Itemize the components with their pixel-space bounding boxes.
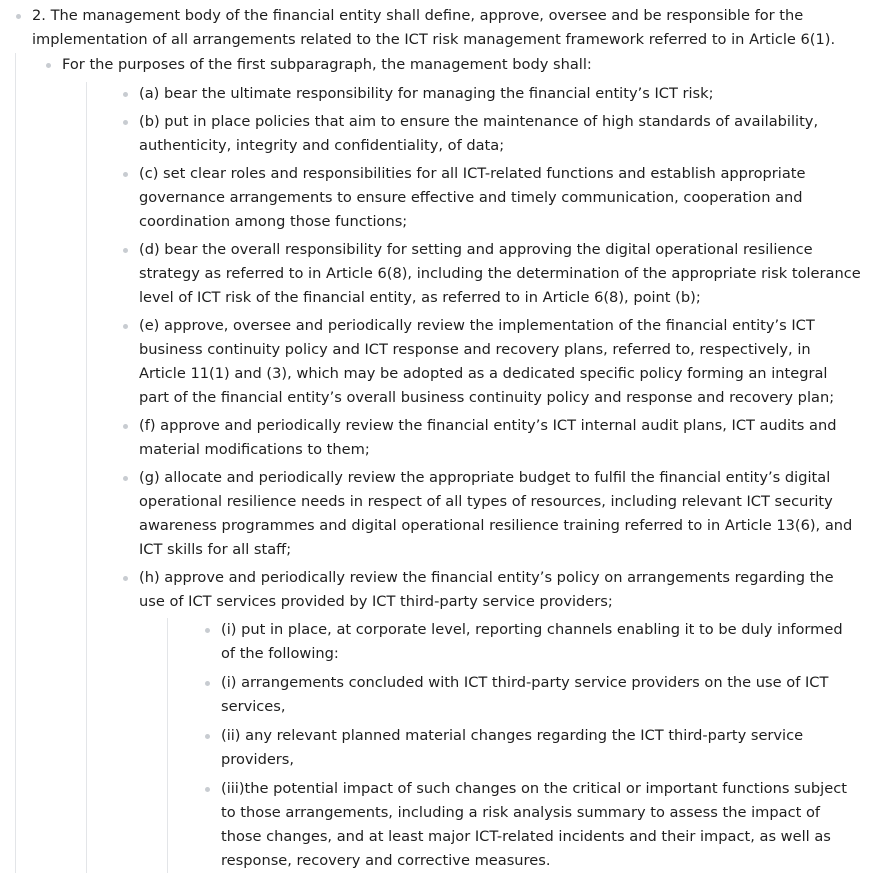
roman-iii: (iii)the potential impact of such changes on the critical or important functions subject to those arrangements, including a risk analysis summary to assess the impact of those changes, and at least major ICT-related incidents and their impact, as well as response, recovery and corrective measures. [221, 780, 847, 869]
list-item [16, 53, 890, 873]
bullet-icon [123, 120, 128, 125]
bullet-icon [205, 628, 210, 633]
list-item [87, 82, 876, 106]
paragraph-2-text: 2. The management body of the financial entity shall define, approve, oversee and be responsible for the implementation of all arrangements related to the ICT risk management framework referred to in Article 6(1). [32, 7, 836, 48]
subpoints-list [167, 618, 862, 873]
point-e: (e) approve, oversee and periodically review the implementation of the financial entity’s ICT business continuity policy and ICT response and recovery plans, referred to, respectively, in Article 11(1) and (3), which may be adopted as a dedicated specific policy forming an integral part of the financial entity’s overall business continuity policy and response and recovery plan; [139, 317, 835, 406]
point-i: (i) put in place, at corporate level, reporting channels enabling it to be duly informed of the following: [221, 621, 843, 662]
point-f: (f) approve and periodically review the financial entity’s ICT internal audit plans, ICT audits and material modifications to them; [139, 417, 837, 458]
list-item [0, 4, 890, 52]
subparagraph-text: For the purposes of the first subparagraph, the management body shall: [62, 56, 592, 73]
point-h: (h) approve and periodically review the financial entity’s policy on arrangements regarding the use of ICT services provided by ICT third-party service providers; [139, 569, 834, 610]
bullet-icon [16, 14, 21, 19]
bullet-icon [123, 424, 128, 429]
point-d: (d) bear the overall responsibility for setting and approving the digital operational resilience strategy as referred to in Article 6(8), including the determination of the appropriate risk tolerance level of ICT risk of the financial entity, as referred to in Article 6(8), point (b); [139, 241, 861, 306]
list-item [168, 618, 862, 666]
list-item [87, 414, 876, 462]
subparagraph-list [15, 53, 890, 873]
list-item [87, 314, 876, 410]
bullet-icon [123, 92, 128, 97]
list-item [87, 566, 876, 873]
bullet-icon [205, 681, 210, 686]
list-item [87, 238, 876, 310]
list-item [87, 466, 876, 562]
bullet-icon [123, 576, 128, 581]
list-item [168, 724, 862, 772]
list-item [87, 110, 876, 158]
list-item [168, 777, 862, 873]
list-item [168, 671, 862, 719]
paragraph-list [0, 4, 890, 52]
points-list [86, 82, 876, 873]
bullet-icon [123, 248, 128, 253]
point-b: (b) put in place policies that aim to ensure the maintenance of high standards of availability, authenticity, integrity and confidentiality, of data; [139, 113, 819, 154]
bullet-icon [205, 787, 210, 792]
bullet-icon [123, 476, 128, 481]
bullet-icon [46, 63, 51, 68]
point-g: (g) allocate and periodically review the appropriate budget to fulfil the financial entity’s digital operational resilience needs in respect of all types of resources, including relevant ICT security awareness programmes and digital operational resilience training referred to in Article 13(6), and ICT skills for all staff; [139, 469, 853, 558]
list-item [87, 162, 876, 234]
bullet-icon [205, 734, 210, 739]
bullet-icon [123, 172, 128, 177]
point-c: (c) set clear roles and responsibilities for all ICT-related functions and establish appropriate governance arrangements to ensure effective and timely communication, cooperation and coordination among those functions; [139, 165, 806, 230]
roman-ii: (ii) any relevant planned material changes regarding the ICT third-party service providers, [221, 727, 804, 768]
bullet-icon [123, 324, 128, 329]
roman-i: (i) arrangements concluded with ICT third-party service providers on the use of ICT services, [221, 674, 829, 715]
point-a: (a) bear the ultimate responsibility for managing the financial entity’s ICT risk; [139, 85, 714, 102]
